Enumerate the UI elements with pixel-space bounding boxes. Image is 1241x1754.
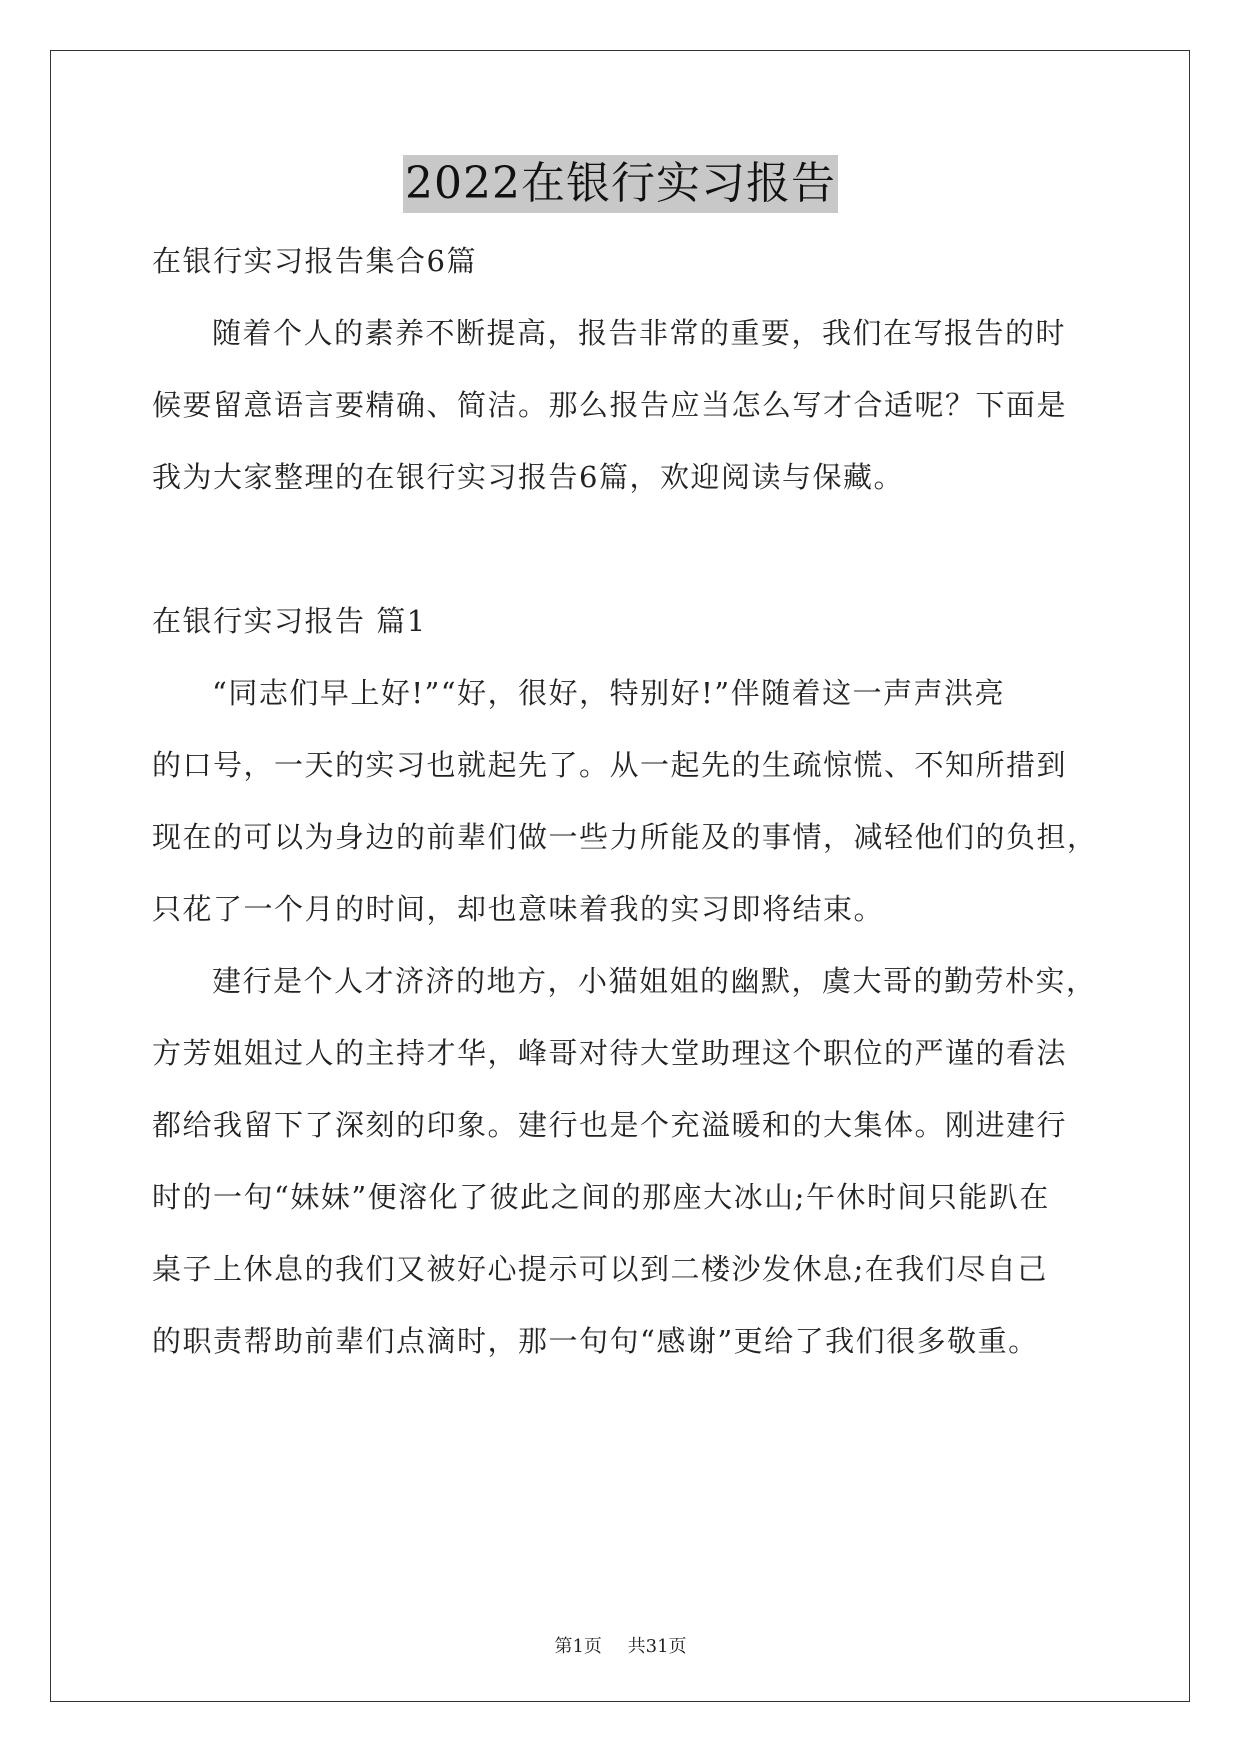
paragraph1-line-2: 的口号，一天的实习也就起先了。从一起先的生疏惊慌、不知所措到 (152, 748, 1068, 782)
paragraph2-line-1: 建行是个人才济济的地方，小猫姐姐的幽默，虞大哥的勤劳朴实， (212, 964, 1097, 998)
intro-line-1: 随着个人的素养不断提高，报告非常的重要，我们在写报告的时 (212, 316, 1067, 350)
paragraph2-line-6: 的职责帮助前辈们点滴时，那一句句“感谢”更给了我们很多敬重。 (152, 1324, 1039, 1358)
paragraph2-line-3: 都给我留下了深刻的印象。建行也是个充溢暖和的大集体。刚进建行 (152, 1108, 1068, 1142)
section-heading: 在银行实习报告 篇1 (152, 604, 427, 638)
paragraph2-line-2: 方芳姐姐过人的主持才华，峰哥对待大堂助理这个职位的严谨的看法 (152, 1036, 1068, 1070)
document-subtitle: 在银行实习报告集合6篇 (152, 244, 477, 278)
paragraph1-line-3: 现在的可以为身边的前辈们做一些力所能及的事情，减轻他们的负担， (152, 820, 1098, 854)
intro-line-2: 候要留意语言要精确、简洁。那么报告应当怎么写才合适呢？下面是 (152, 388, 1068, 422)
page-number: 第1页 (554, 1636, 602, 1657)
paragraph2-line-5: 桌子上休息的我们又被好心提示可以到二楼沙发休息;在我们尽自己 (152, 1252, 1048, 1286)
document-title: 2022在银行实习报告 (403, 155, 838, 213)
paragraph1-line-1: “同志们早上好!”“好，很好，特别好!”伴随着这一声声洪亮 (212, 676, 1006, 710)
page-total: 共31页 (627, 1636, 687, 1657)
paragraph2-line-4: 时的一句“妹妹”便溶化了彼此之间的那座大冰山;午休时间只能趴在 (152, 1180, 1050, 1214)
intro-line-3: 我为大家整理的在银行实习报告6篇，欢迎阅读与保藏。 (152, 460, 904, 494)
page-footer (0, 1632, 1241, 1658)
page-border (50, 50, 1190, 1702)
title-container (0, 155, 1241, 213)
paragraph1-line-4: 只花了一个月的时间，却也意味着我的实习即将结束。 (152, 892, 885, 926)
